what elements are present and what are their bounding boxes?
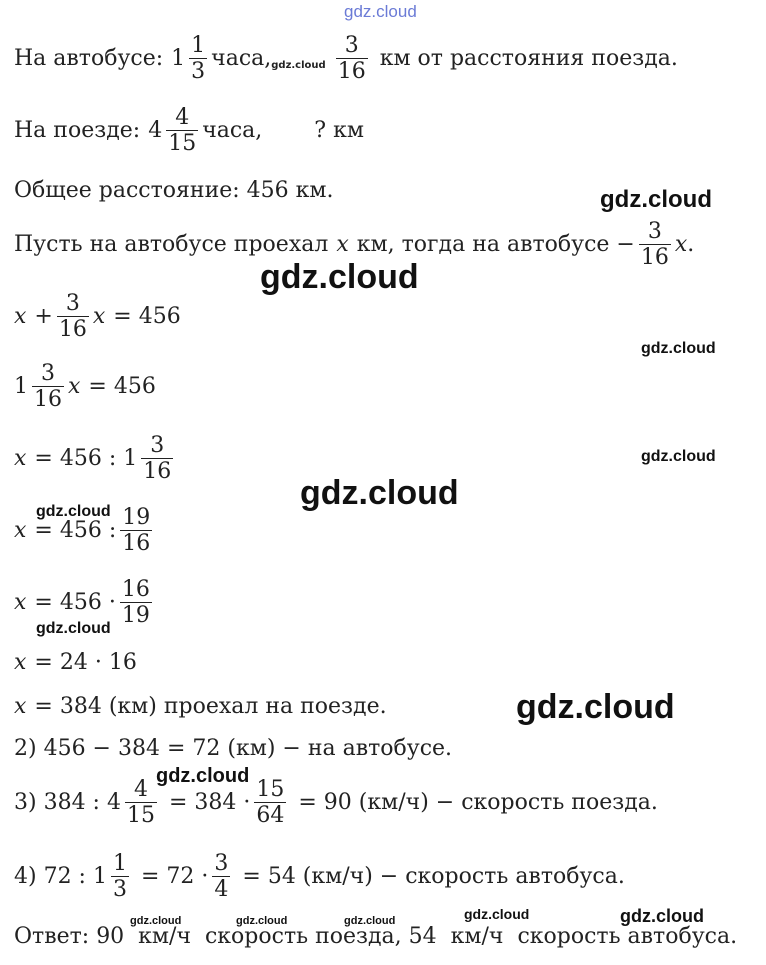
label: На поезде:: [14, 117, 141, 143]
rhs: = 456: [113, 303, 181, 329]
variable: x: [674, 231, 688, 257]
variable: x: [14, 303, 27, 329]
watermark: gdz.cloud: [516, 688, 675, 726]
hours-text: часа,: [211, 45, 272, 71]
mixed-number: [171, 34, 211, 83]
expression: = 90 (км/ч) − скорость поезда.: [298, 789, 658, 815]
fraction: [111, 852, 129, 901]
fraction: [141, 434, 173, 483]
text: 2) 456 − 384 = 72 (км) − на автобусе.: [14, 736, 453, 761]
line-train-time: [14, 106, 364, 155]
denominator: 15: [126, 803, 155, 829]
denominator: 4: [214, 877, 229, 903]
numerator: 4: [133, 777, 148, 802]
equation-1: [14, 292, 181, 341]
text: км, тогда на автобусе −: [356, 231, 635, 257]
expression: = 456 ·: [34, 589, 116, 615]
fraction: [57, 292, 89, 341]
step-2: [14, 738, 452, 760]
denominator: 15: [168, 131, 197, 157]
watermark: gdz.cloud: [641, 340, 716, 357]
fraction: [212, 852, 230, 901]
variable: x: [14, 589, 27, 615]
expression: = 384 ·: [168, 789, 251, 815]
denominator: 16: [143, 459, 172, 485]
mixed-number: [148, 106, 202, 155]
text: .: [687, 231, 695, 257]
denominator: 16: [34, 387, 62, 413]
expression: 4) 72 : 1: [14, 863, 107, 889]
fraction: [125, 778, 157, 827]
denominator: 16: [337, 59, 366, 85]
expression: = 456 :: [34, 517, 117, 543]
fraction: [189, 34, 207, 83]
numerator: 16: [121, 577, 150, 602]
watermark: gdz.cloud: [36, 503, 111, 520]
watermark: gdz.cloud: [260, 258, 419, 296]
numerator: 19: [122, 505, 151, 530]
fraction: [120, 506, 152, 555]
numerator: 3: [214, 851, 229, 876]
denominator: 3: [191, 59, 206, 85]
denominator: 3: [112, 877, 127, 903]
variable: x: [68, 373, 81, 399]
fraction: [32, 362, 64, 411]
variable: x: [14, 650, 27, 675]
hours-text: часа,: [202, 117, 263, 143]
watermark: gdz.cloud: [130, 915, 182, 927]
watermark: gdz.cloud: [620, 906, 704, 926]
fraction: [639, 220, 671, 269]
fraction: [336, 34, 368, 83]
numerator: 3: [65, 291, 80, 316]
equation-4: [14, 503, 156, 557]
whole-part: 1: [14, 373, 28, 399]
numerator: 3: [344, 33, 359, 58]
numerator: 15: [256, 777, 285, 802]
watermark: gdz.cloud: [344, 915, 396, 927]
expression: 3) 384 : 4: [14, 789, 121, 815]
variable: x: [14, 445, 27, 471]
equation-3: [14, 434, 177, 483]
expression: = 384 (км) проехал на поезде.: [34, 694, 387, 719]
text: Общее расстояние: 456 км.: [14, 178, 334, 203]
tail-text: ? км: [314, 117, 364, 143]
tail-text: км от расстояния поезда.: [379, 45, 678, 71]
watermark-top: gdz.cloud: [344, 2, 417, 21]
fraction: [120, 578, 152, 627]
equation-2: [14, 362, 156, 411]
watermark: gdz.cloud: [600, 186, 712, 213]
denominator: 64: [256, 803, 285, 829]
equation-5: [14, 578, 156, 627]
watermark-inline: gdz.cloud: [271, 59, 326, 71]
expression: = 72 ·: [140, 863, 209, 889]
label: На автобусе:: [14, 45, 164, 71]
denominator: 16: [58, 317, 87, 343]
whole-part: 4: [148, 117, 163, 143]
variable: x: [14, 517, 27, 543]
denominator: 16: [122, 531, 151, 557]
answer: [14, 926, 737, 948]
watermark: gdz.cloud: [464, 906, 530, 922]
whole-part: 1: [171, 45, 186, 71]
step-3: [14, 778, 658, 827]
rhs: = 456: [88, 373, 156, 399]
variable: x: [336, 231, 349, 257]
watermark: gdz.cloud: [236, 915, 288, 927]
equation-7: [14, 696, 387, 718]
numerator: 1: [112, 851, 127, 876]
expression: = 456 : 1: [34, 445, 138, 471]
denominator: 19: [121, 603, 150, 629]
fraction: [254, 778, 286, 827]
numerator: 3: [647, 219, 662, 244]
expression: = 24 · 16: [34, 650, 137, 675]
line-bus-time: [14, 34, 678, 83]
numerator: 3: [150, 433, 165, 458]
operator: +: [34, 303, 53, 329]
equation-6: [14, 652, 137, 674]
answer-text: Ответ: 90 км/ч скорость поезда, 54 км/ч скорость автобуса.: [14, 924, 738, 949]
variable: x: [92, 303, 106, 329]
watermark: gdz.cloud: [300, 474, 459, 512]
step-4: [14, 852, 625, 901]
text: Пусть на автобусе проехал: [14, 231, 329, 257]
watermark: gdz.cloud: [36, 620, 111, 637]
line-total-distance: [14, 180, 334, 202]
numerator: 1: [191, 33, 206, 58]
variable: x: [14, 694, 27, 719]
watermark: gdz.cloud: [641, 448, 716, 465]
numerator: 4: [175, 105, 190, 130]
watermark: gdz.cloud: [156, 765, 250, 787]
expression: = 54 (км/ч) − скорость автобуса.: [242, 863, 625, 889]
numerator: 3: [41, 361, 55, 386]
line-assumption: [14, 220, 694, 269]
fraction: [166, 106, 198, 155]
denominator: 16: [640, 245, 669, 271]
